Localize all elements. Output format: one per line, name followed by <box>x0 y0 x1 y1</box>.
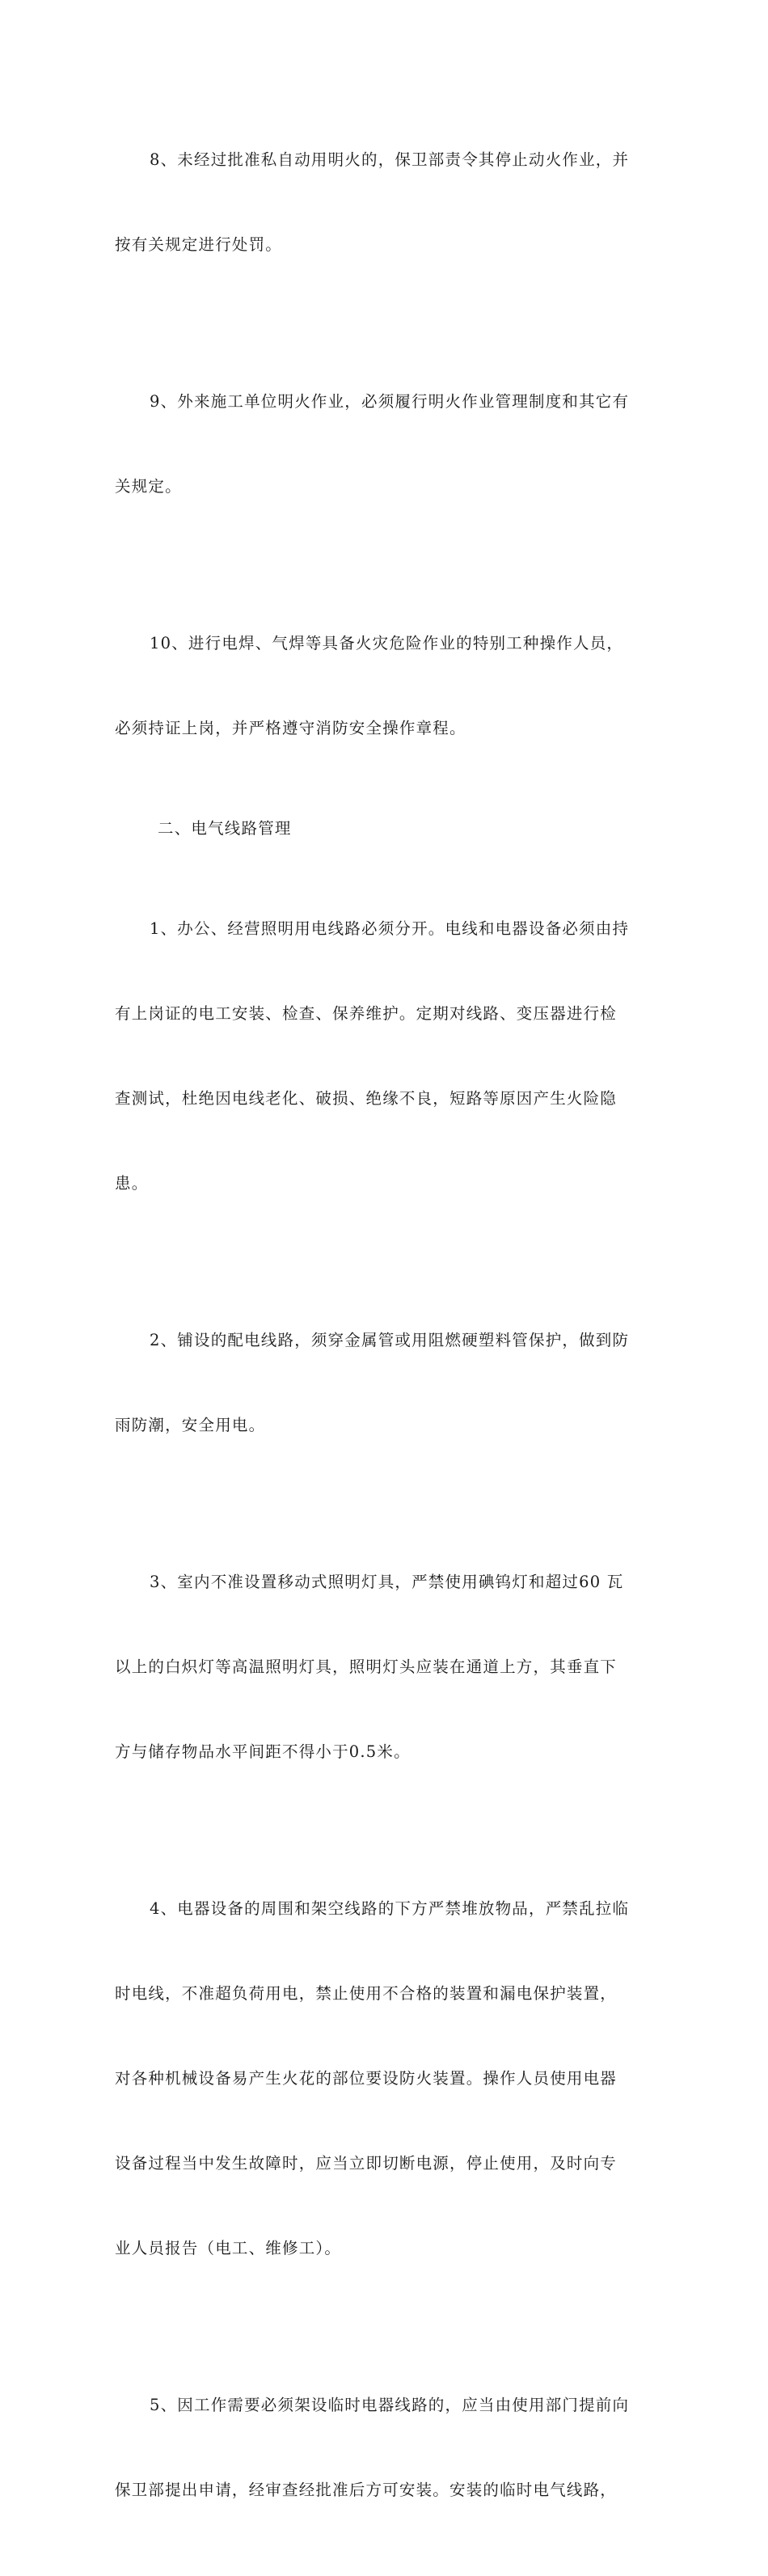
text-line: 5、因工作需要必须架设临时电器线路的，应当由使用部门提前向 <box>150 2396 630 2414</box>
text-line: 患。 <box>115 1174 149 1193</box>
text-line: 9、外来施工单位明火作业，必须履行明火作业管理制度和其它有 <box>150 392 630 411</box>
paragraph-electric-4 <box>115 1838 655 2319</box>
text-line: 查测试，杜绝因电线老化、破损、绝缘不良，短路等原因产生火险隐 <box>115 1089 618 1108</box>
document-page <box>115 89 655 2576</box>
text-line: 设备过程当中发生故障时，应当立即切断电源，停止使用，及时向专 <box>115 2154 618 2173</box>
text-line: 10、进行电焊、气焊等具备火灾危险作业的特别工种操作人员， <box>150 634 624 652</box>
text-line: 1、办公、经营照明用电线路必须分开。电线和电器设备必须由持 <box>150 919 630 938</box>
text-line: 业人员报告（电工、维修工）。 <box>115 2239 342 2257</box>
text-line: 3、室内不准设置移动式照明灯具，严禁使用碘钨灯和超过60 瓦 <box>150 1573 624 1591</box>
text-line: 关规定。 <box>115 477 182 496</box>
paragraph-item-9 <box>115 331 655 557</box>
paragraph-electric-2 <box>115 1269 655 1496</box>
text-line: 以上的白炽灯等高温照明灯具，照明灯头应装在通道上方，其垂直下 <box>115 1658 618 1676</box>
text-line: 4、电器设备的周围和架空线路的下方严禁堆放物品，严禁乱拉临 <box>150 1899 630 1918</box>
text-line: 按有关规定进行处罚。 <box>115 235 283 254</box>
paragraph-item-10 <box>115 572 655 799</box>
paragraph-electric-5 <box>115 2334 655 2561</box>
text-line: 雨防潮，安全用电。 <box>115 1416 266 1434</box>
paragraph-electric-3 <box>115 1511 655 1822</box>
text-line: 2、铺设的配电线路，须穿金属管或用阻燃硬塑料管保护，做到防 <box>150 1331 630 1349</box>
text-line: 8、未经过批准私自动用明火的，保卫部责令其停止动火作业，并 <box>150 150 630 169</box>
text-line: 对各种机械设备易产生火花的部位要设防火装置。操作人员使用电器 <box>115 2069 618 2088</box>
text-line: 保卫部提出申请，经审查经批准后方可安装。安装的临时电气线路， <box>115 2481 618 2499</box>
paragraph-item-8 <box>115 89 655 315</box>
text-line: 方与储存物品水平间距不得小于0.5米。 <box>115 1742 411 1761</box>
paragraph-electric-1 <box>115 858 655 1254</box>
text-line: 时电线，不准超负荷用电，禁止使用不合格的装置和漏电保护装置， <box>115 1984 618 2003</box>
section-heading: 二、电气线路管理 <box>158 819 292 838</box>
text-line: 必须持证上岗，并严格遵守消防安全操作章程。 <box>115 719 466 737</box>
text-line: 有上岗证的电工安装、检查、保养维护。定期对线路、变压器进行检 <box>115 1004 618 1023</box>
